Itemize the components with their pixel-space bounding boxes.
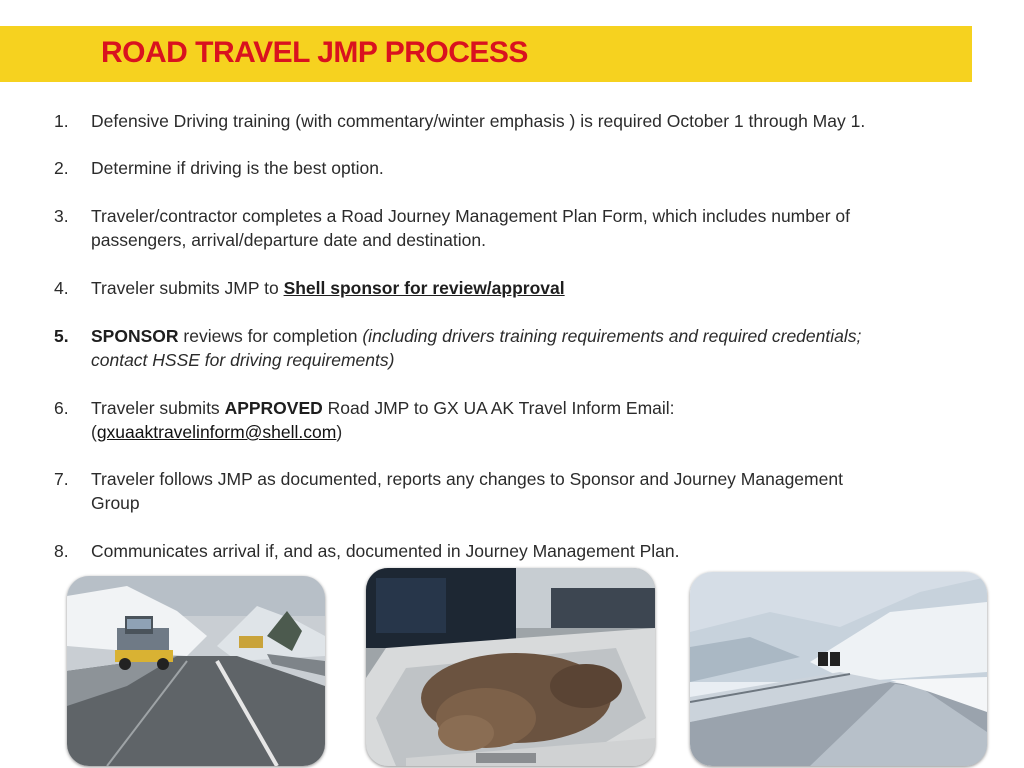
step-number: 2. (54, 158, 69, 178)
sponsor-label: SPONSOR (91, 326, 179, 346)
photo-snow-plow-road (67, 576, 325, 766)
step-text (91, 276, 971, 300)
step-number: 4. (54, 278, 69, 298)
photo-moose-collision (366, 568, 655, 766)
photo-snowy-highway (690, 572, 987, 766)
paren-close: ) (336, 422, 343, 442)
travel-inform-email-link[interactable]: gxuaaktravelinform@shell.com (96, 422, 337, 442)
step-text: Communicates arrival if, and as, documented in Journey Management Plan. (91, 541, 680, 561)
paren-open: ( (91, 422, 97, 442)
step-text-line: passengers, arrival/departure date and destination. (91, 230, 486, 250)
step-text: Determine if driving is the best option. (91, 158, 384, 178)
step-note: contact HSSE for driving requirements) (91, 350, 395, 370)
step-text (91, 396, 971, 444)
step-text-line: Traveler/contractor completes a Road Journey Management Plan Form, which includes number of (91, 206, 851, 226)
step-text: Defensive Driving training (with commentary/winter emphasis ) is required October 1 through May 1. (91, 111, 866, 131)
approved-label: APPROVED (224, 398, 323, 418)
step-text-plain: Traveler submits JMP to (91, 278, 284, 298)
step-number: 3. (54, 206, 69, 226)
step-text-plain: Road JMP to GX UA AK Travel Inform Email: (322, 398, 675, 418)
step-number: 7. (54, 469, 69, 489)
step-text-line: Group (91, 493, 140, 513)
step-text (91, 324, 971, 372)
step-text-plain: Traveler submits (91, 398, 225, 418)
step-note: (including drivers training requirements and required credentials; (362, 326, 862, 346)
step-number: 5. (54, 326, 69, 346)
step-text (91, 204, 971, 252)
sponsor-review-emphasis: Shell sponsor for review/approval (283, 278, 565, 298)
step-number: 8. (54, 541, 69, 561)
step-text-plain: reviews for completion (178, 326, 363, 346)
step-number: 6. (54, 398, 69, 418)
step-text (91, 467, 971, 515)
page-title: ROAD TRAVEL JMP PROCESS (101, 36, 528, 69)
step-number: 1. (54, 111, 69, 131)
step-text-line: Traveler follows JMP as documented, reports any changes to Sponsor and Journey Management (91, 469, 843, 489)
